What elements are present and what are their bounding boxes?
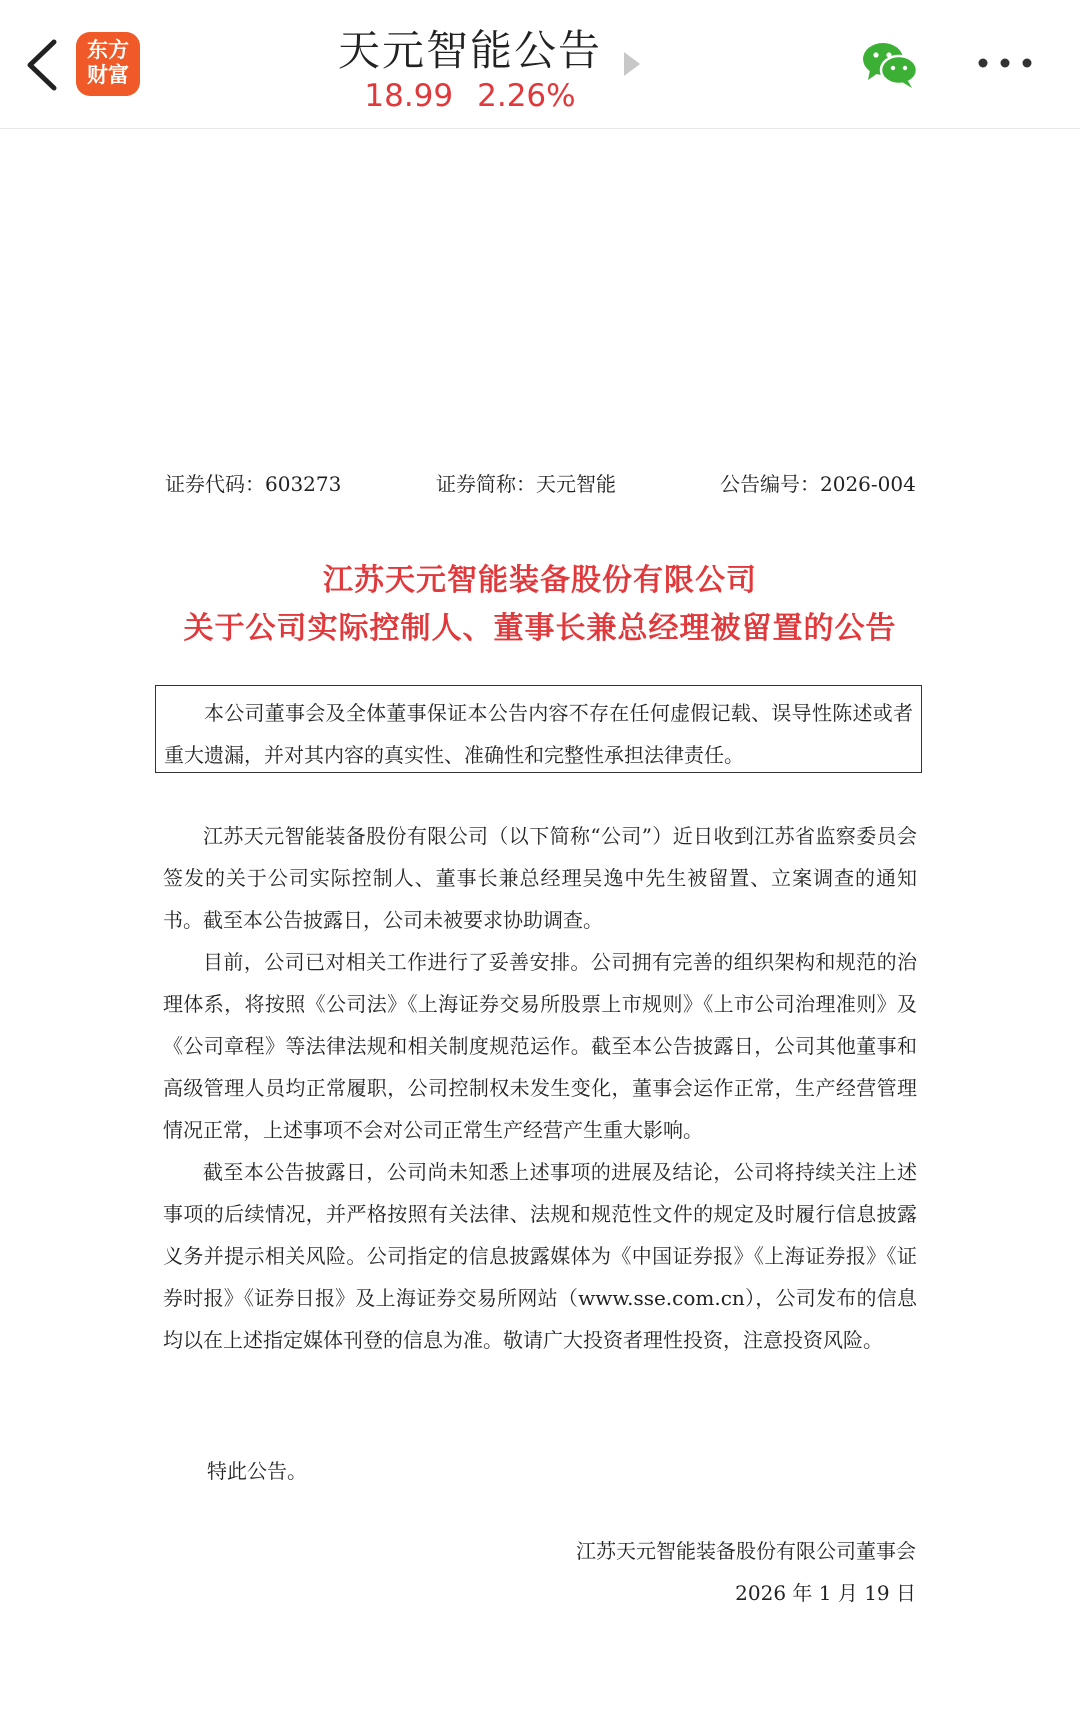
wechat-icon [860,38,920,90]
notice-number: 公告编号：2026-004 [720,472,916,496]
signature-company: 江苏天元智能装备股份有限公司董事会 [576,1539,916,1563]
stock-code: 证券代码：603273 [165,472,342,496]
wechat-share-button[interactable] [860,38,920,90]
doc-title-line-1: 江苏天元智能装备股份有限公司 [323,563,757,598]
play-icon[interactable] [624,52,640,76]
logo-line-1: 东方 [87,38,129,62]
paragraph-3: 截至本公告披露日，公司尚未知悉上述事项的进展及结论，公司将持续关注上述事项的后续情况，并严格按照有关法律、法规和规范性文件的规定及时履行信息披露义务并提示相关风险。公司指定的信息披露媒体为《中国证券报》《上海证券报》《证券时报》《证券日报》及上海证券交易所网站（www.sse.com.cn），公司发布的信息均以在上述指定媒体刊登的信息为准。敬请广大投资者理性投资，注意投资风险。 [163,1160,917,1352]
more-options-button[interactable] [975,48,1035,78]
stock-price: 18.99 [364,78,454,114]
special-notice: 特此公告。 [207,1459,307,1483]
doc-title-line-2: 关于公司实际控制人、董事长兼总经理被留置的公告 [183,611,897,646]
back-button[interactable] [14,30,74,100]
page-title: 天元智能公告 [337,26,602,75]
paragraph-2: 目前，公司已对相关工作进行了妥善安排。公司拥有完善的组织架构和规范的治理体系，将按照《公司法》《上海证券交易所股票上市规则》《上市公司治理准则》及《公司章程》等法律法规和相关制度规范运作。截至本公告披露日，公司其他董事和高级管理人员均正常履职，公司控制权未发生变化，董事会运作正常，生产经营管理情况正常，上述事项不会对公司正常生产经营产生重大影响。 [163,950,917,1142]
stock-short-name: 证券简称：天元智能 [436,472,616,496]
top-bar [0,0,1080,129]
signature-date: 2026 年 1 月 19 日 [735,1581,916,1605]
board-statement-box: 本公司董事会及全体董事保证本公告内容不存在任何虚假记载、误导性陈述或者重大遗漏，并对其内容的真实性、准确性和完整性承担法律责任。 [155,685,922,773]
stock-quote [260,78,680,114]
doc-body [163,815,917,1361]
paragraph-1: 江苏天元智能装备股份有限公司（以下简称“公司”）近日收到江苏省监察委员会签发的关于公司实际控制人、董事长兼总经理吴逸中先生被留置、立案调查的通知书。截至本公告披露日，公司未被要求协助调查。 [163,824,917,932]
back-chevron-icon [14,30,74,100]
app-logo[interactable] [76,32,140,96]
logo-line-2: 财富 [87,63,129,87]
more-icon [975,48,1035,78]
stock-change-pct: 2.26% [477,78,576,114]
